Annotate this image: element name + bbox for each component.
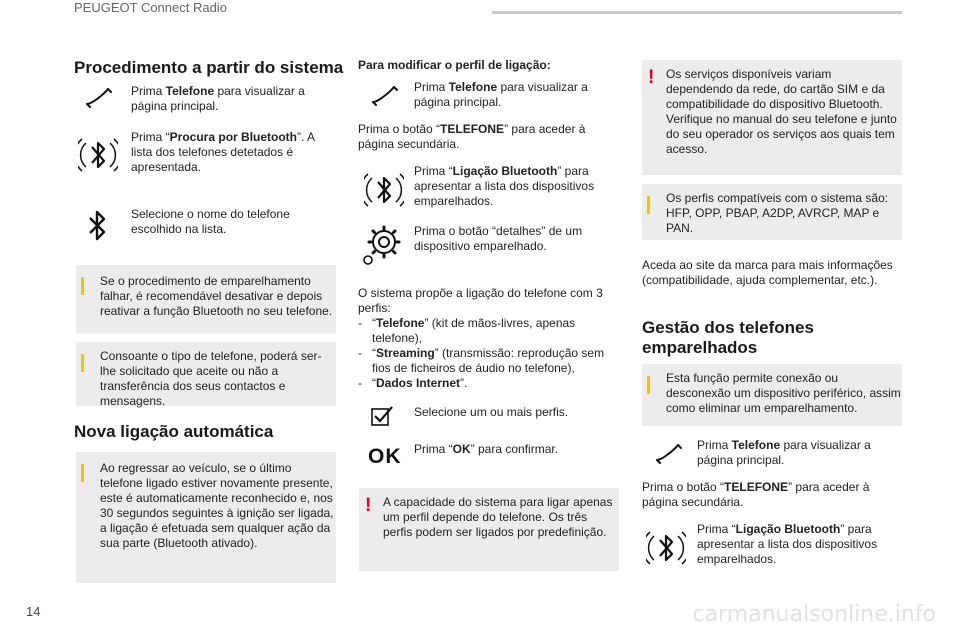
checkbox-icon [370,405,394,427]
warning-icon: ! [648,67,655,88]
tip-box: Os perfis compatíveis com o sistema são: HFP, OPP, PBAP, A2DP, AVRCP, MAP e PAN. [642,184,902,240]
list-item: - “Dados Internet”. [358,376,468,390]
header-rule [492,11,902,14]
col1-step1: Prima Telefone para visualizar a página principal. [131,84,305,113]
col2-para2-intro: O sistema propõe a ligação do telefone com 3 perfis: [358,286,603,315]
bluetooth-connection-icon [364,168,404,212]
col3-para2: Prima o botão “TELEFONE” para aceder à página secundária. [642,480,870,509]
col1-step2: Prima “Procura por Bluetooth”. A lista dos telefones detetados é apresentada. [131,130,315,174]
col3-step2: Prima “Ligação Bluetooth” para apresentar a lista dos dispositivos emparelhados. [697,522,878,566]
list-item: - “Streaming” (transmissão: reprodução sem fios de ficheiros de áudio no telefone), [358,346,605,375]
header-title: PEUGEOT Connect Radio [74,0,227,15]
warning-box: ! A capacidade do sistema para ligar apenas um perfil depende do telefone. Os três perfis podem ser ligados por predefinição. [359,488,619,571]
tip-box: Esta função permite conexão ou desconexão um dispositivo periférico, assim como eliminar um emparelhamento. [642,364,902,426]
phone-handset-icon [654,442,682,464]
tip-marker [81,464,84,482]
bluetooth-icon [87,208,109,244]
tip-marker [81,354,84,372]
col2-step3: Prima o botão “detalhes” de um dispositivo emparelhado. [414,224,583,253]
heading-nova-ligacao: Nova ligação automática [74,422,274,441]
warning-icon: ! [365,495,372,516]
ok-icon: OK [368,445,402,468]
watermark: carmanualsonline.info [692,602,936,627]
tip-marker [647,196,650,214]
col3-step1: Prima Telefone para visualizar a página principal. [697,438,871,467]
tip-box-2: Consoante o tipo de telefone, poderá ser-lhe solicitado que aceite ou não a transferência dos seus contactos e mensagens. [76,342,336,406]
tip-marker [647,376,650,394]
phone-handset-icon [84,86,112,108]
list-item: - “Telefone” (kit de mãos-livres, apenas telefone), [358,316,576,345]
phone-handset-icon [370,84,398,106]
col2-step4: Selecione um ou mais perfis. [414,405,569,419]
bluetooth-search-icon [78,133,118,177]
col1-step3: Selecione o nome do telefone escolhido na lista. [131,207,290,236]
bluetooth-connection-icon [646,526,686,570]
warning-box: ! Os serviços disponíveis variam dependendo da rede, do cartão SIM e da compatibilidade do dispositivo Bluetooth. Verifique no manual do seu telefone e junto do seu operador os serviços aos quais tem acesso. [642,60,902,175]
page-number: 14 [26,604,41,619]
tip-box-3: Ao regressar ao veículo, se o último telefone ligado estiver novamente presente, este é automaticamente reconhecido e, nos 30 segundos seguintes à ignição ser ligada, a ligação é efetuada sem qualquer ação da sua parte (Bluetooth ativado). [76,452,336,583]
tip-marker [81,277,84,295]
profiles-list [358,316,620,391]
heading-gestao-telefones: Gestão dos telefones emparelhados [642,318,814,357]
col2-step1: Prima Telefone para visualizar a página principal. [414,80,588,109]
col2-step2: Prima “Ligação Bluetooth” para apresentar a lista dos dispositivos emparelhados. [414,164,595,208]
subheading-modificar-perfil: Para modificar o perfil de ligação: [358,58,551,72]
col2-para1: Prima o botão “TELEFONE” para aceder à página secundária. [358,122,586,151]
tip-box-1: Se o procedimento de emparelhamento falhar, é recomendável desativar e depois reativar a função Bluetooth no seu telefone. [76,265,336,333]
col3-para1: Aceda ao site da marca para mais informações (compatibilidade, ajuda complementar, etc.). [642,258,893,287]
heading-procedimento: Procedimento a partir do sistema [74,58,344,77]
col2-step5: Prima “OK” para confirmar. [414,442,559,456]
gear-details-icon [360,224,404,268]
